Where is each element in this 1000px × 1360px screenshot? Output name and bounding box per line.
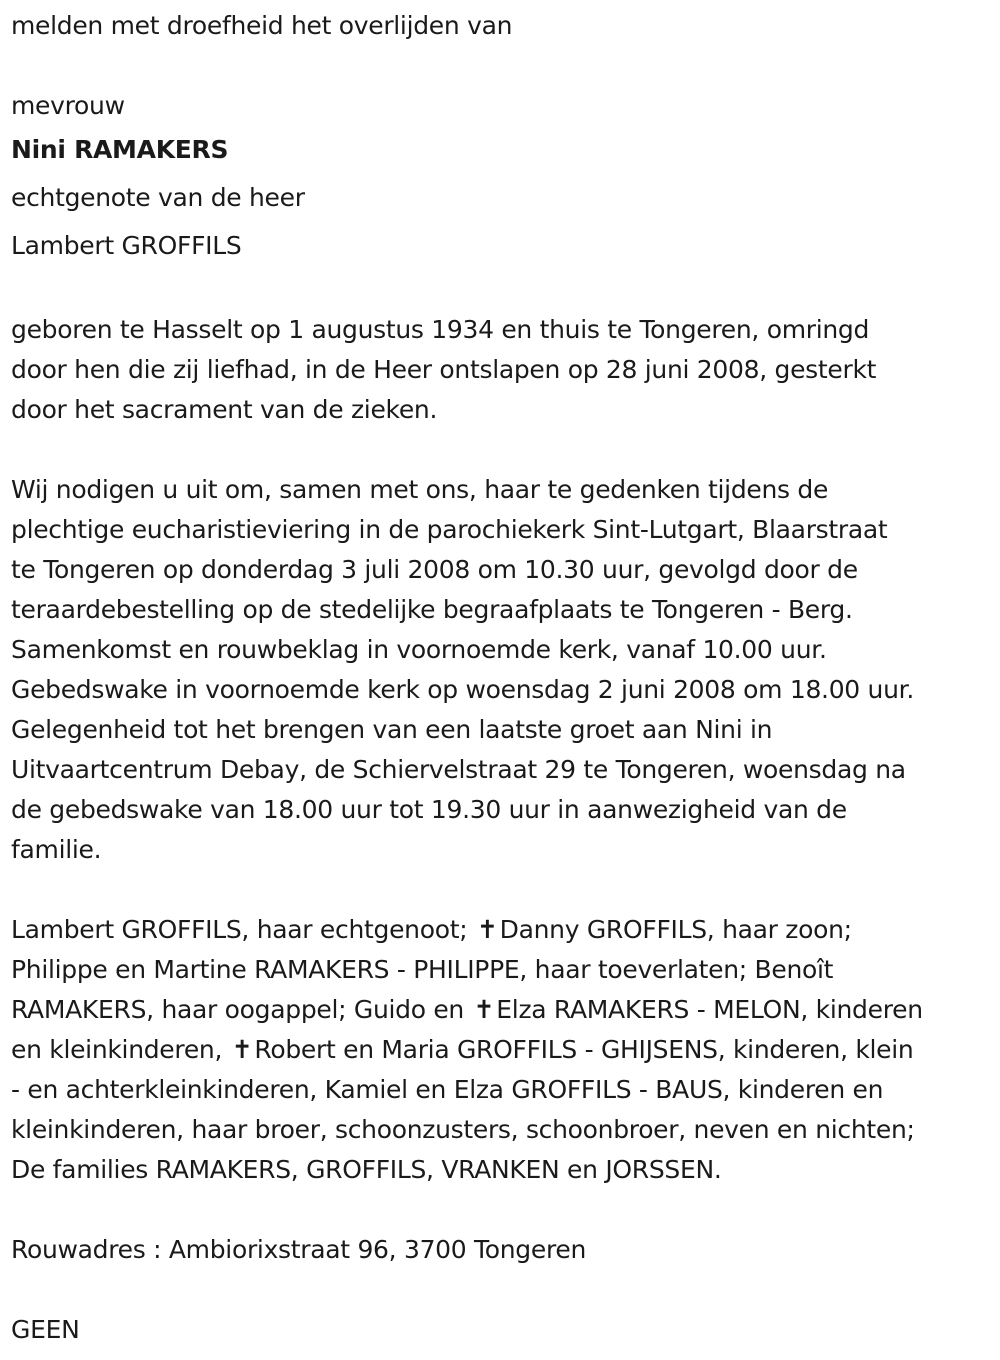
family-paragraph xyxy=(11,910,991,1190)
family-line: - en achterkleinkinderen, Kamiel en Elza GROFFILS - BAUS, kinderen en xyxy=(11,1075,884,1104)
service-line: de gebedswake van 18.00 uur tot 19.30 uur in aanwezigheid van de xyxy=(11,795,847,824)
birth-paragraph xyxy=(11,310,991,430)
family-line xyxy=(11,910,991,950)
birth-line: door hen die zij liefhad, in de Heer ontslapen op 28 juni 2008, gesterkt xyxy=(11,355,877,384)
family-text: Elza RAMAKERS - MELON, kinderen xyxy=(496,995,923,1024)
birth-line: door het sacrament van de zieken. xyxy=(11,395,438,424)
cross-icon: ✝ xyxy=(231,1035,253,1064)
service-line: Wij nodigen u uit om, samen met ons, haar te gedenken tijdens de xyxy=(11,475,829,504)
birth-line: geboren te Hasselt op 1 augustus 1934 en thuis te Tongeren, omringd xyxy=(11,315,870,344)
mourning-address: Rouwadres : Ambiorixstraat 96, 3700 Tongeren xyxy=(11,1235,586,1264)
service-line: familie. xyxy=(11,835,102,864)
family-line xyxy=(11,1030,991,1070)
family-text: RAMAKERS, haar oogappel; Guido en xyxy=(11,995,464,1024)
service-line: Gebedswake in voornoemde kerk op woensdag 2 juni 2008 om 18.00 uur. xyxy=(11,675,914,704)
closing-text: GEEN xyxy=(11,1315,80,1344)
cross-icon: ✝ xyxy=(473,995,495,1024)
intro-text: melden met droefheid het overlijden van xyxy=(11,11,513,40)
family-line xyxy=(11,990,991,1030)
cross-icon: ✝ xyxy=(476,915,498,944)
family-line: De families RAMAKERS, GROFFILS, VRANKEN en JORSSEN. xyxy=(11,1155,722,1184)
family-text: Lambert GROFFILS, haar echtgenoot; xyxy=(11,915,468,944)
service-line: Uitvaartcentrum Debay, de Schiervelstraat 29 te Tongeren, woensdag na xyxy=(11,755,906,784)
service-line: te Tongeren op donderdag 3 juli 2008 om 10.30 uur, gevolgd door de xyxy=(11,555,858,584)
service-paragraph xyxy=(11,470,991,870)
family-line: Philippe en Martine RAMAKERS - PHILIPPE, haar toeverlaten; Benoît xyxy=(11,955,834,984)
deceased-name: Nini RAMAKERS xyxy=(11,135,229,164)
spouse-name: Lambert GROFFILS xyxy=(11,231,242,260)
death-notice xyxy=(11,6,991,1350)
service-line: Samenkomst en rouwbeklag in voornoemde kerk, vanaf 10.00 uur. xyxy=(11,635,827,664)
family-line: kleinkinderen, haar broer, schoonzusters, schoonbroer, neven en nichten; xyxy=(11,1115,915,1144)
title-prefix: mevrouw xyxy=(11,91,125,120)
service-line: Gelegenheid tot het brengen van een laatste groet aan Nini in xyxy=(11,715,773,744)
service-line: teraardebestelling op de stedelijke begraafplaats te Tongeren - Berg. xyxy=(11,595,853,624)
family-text: Danny GROFFILS, haar zoon; xyxy=(499,915,852,944)
family-text: en kleinkinderen, xyxy=(11,1035,223,1064)
spouse-label: echtgenote van de heer xyxy=(11,183,305,212)
service-line: plechtige eucharistieviering in de parochiekerk Sint-Lutgart, Blaarstraat xyxy=(11,515,888,544)
family-text: Robert en Maria GROFFILS - GHIJSENS, kinderen, klein xyxy=(254,1035,914,1064)
